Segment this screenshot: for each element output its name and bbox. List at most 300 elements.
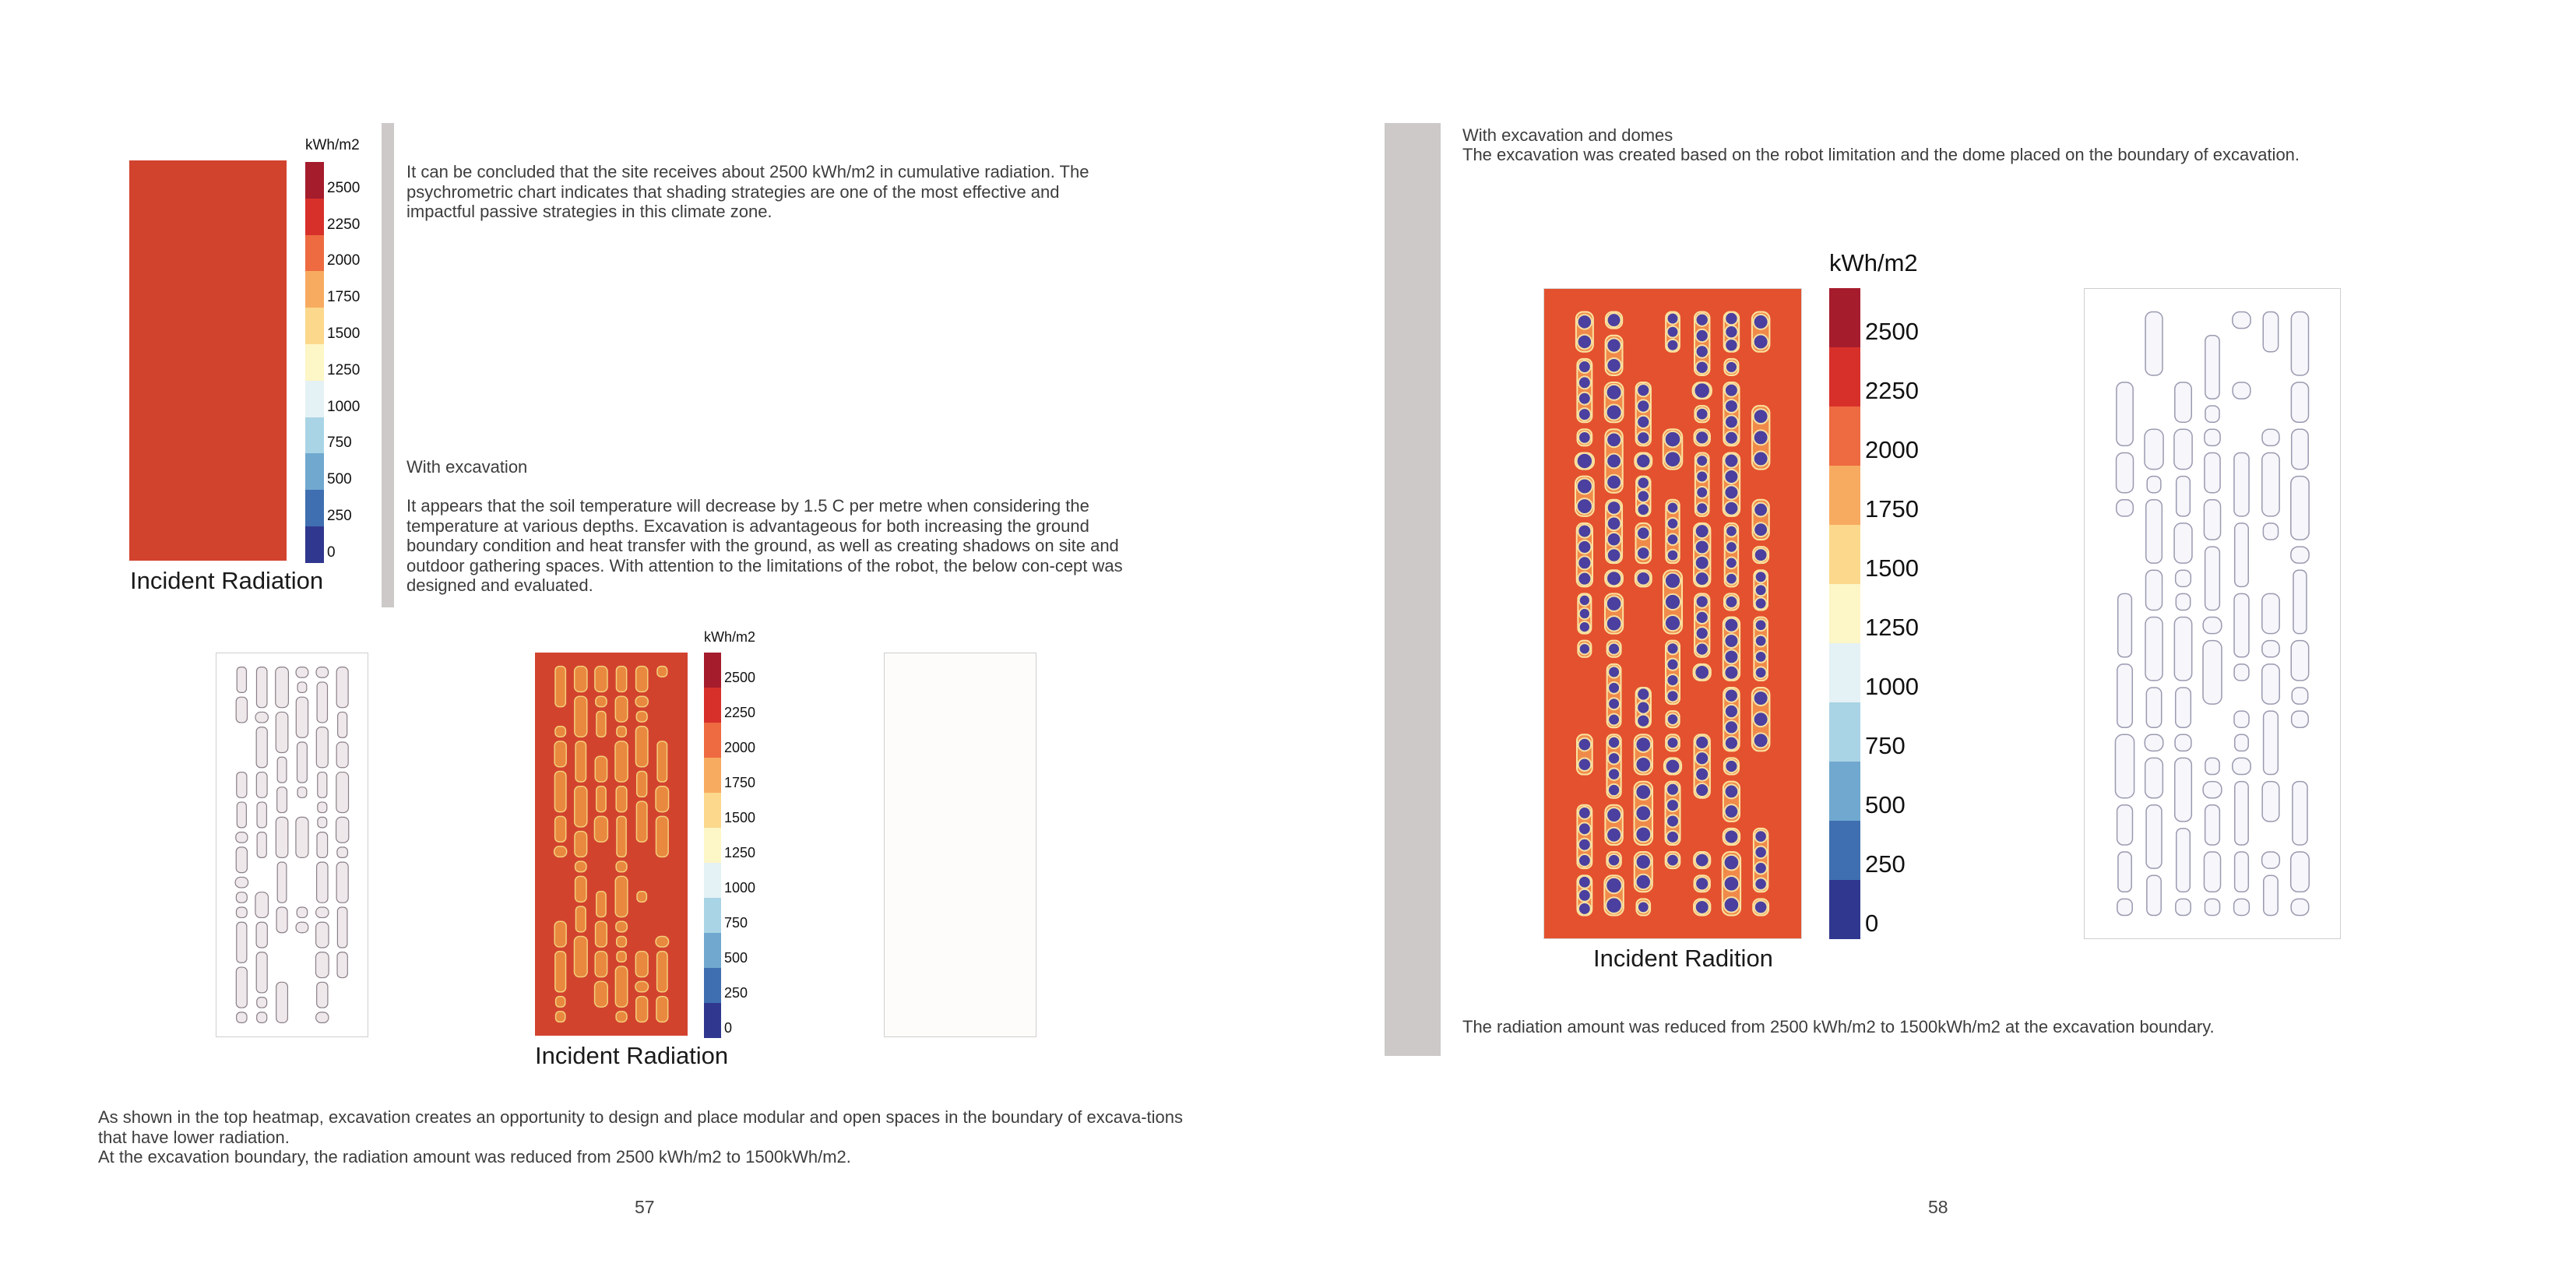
dome-marker	[1755, 584, 1767, 596]
dome-marker	[1578, 408, 1591, 421]
dome-marker	[1578, 525, 1591, 538]
excavation-zone	[656, 816, 669, 857]
dome-marker	[1667, 737, 1679, 748]
excavation-outline	[296, 922, 308, 932]
dome-marker	[1578, 854, 1591, 867]
excavation-outline	[2176, 593, 2190, 610]
top-heatmap	[129, 160, 287, 561]
excavation-outline	[236, 832, 248, 843]
excavation-zone	[595, 981, 608, 1007]
dome-marker	[1694, 665, 1709, 680]
legend-label: 1500	[1865, 554, 1919, 582]
dome-marker	[1606, 878, 1622, 894]
excavation-outline	[297, 682, 307, 692]
excavation-outline	[276, 907, 287, 933]
dome-marker	[1725, 431, 1738, 445]
dome-marker	[1695, 540, 1709, 554]
legend-label: 2250	[724, 705, 756, 720]
excavation-zone	[615, 741, 628, 782]
dome-marker	[1666, 659, 1678, 670]
dome-marker	[1695, 900, 1709, 914]
bottom-color-legend	[704, 629, 782, 1042]
dome-marker	[1578, 556, 1591, 569]
legend-label: 2000	[724, 740, 756, 755]
excavation-zone	[615, 966, 627, 1007]
dome-marker	[1665, 615, 1680, 631]
legend-label: 1000	[724, 880, 756, 896]
excavation-outline	[257, 832, 266, 858]
dome-marker	[1636, 454, 1650, 468]
dome-marker	[1578, 392, 1591, 405]
dome-marker	[1725, 720, 1738, 734]
excavation-outline	[2117, 664, 2132, 727]
right-grey-bar	[1385, 123, 1441, 1056]
excavation-outline	[2205, 547, 2220, 610]
legend-label: 1000	[327, 398, 361, 415]
excavation-outline	[2147, 477, 2161, 493]
dome-marker	[1724, 876, 1740, 892]
legend-label: 1750	[724, 775, 756, 790]
excavation-outline	[2145, 758, 2163, 797]
dome-marker	[1606, 571, 1621, 586]
dome-marker	[1724, 897, 1740, 913]
dome-marker	[1607, 548, 1621, 562]
legend-swatch	[1829, 880, 1860, 939]
excavation-outline	[2118, 593, 2132, 656]
excavation-outline	[316, 922, 329, 948]
excavation-outline	[236, 847, 247, 873]
excavation-outline	[2176, 688, 2191, 727]
excavation-outline	[2205, 452, 2220, 492]
dome-marker	[1725, 804, 1739, 818]
intro-paragraph: It can be concluded that the site receives about 2500 kWh/m2 in cumulative radiation. The psychrometric chart indicates that shading strategies are one of the most effective and impactful passive strategies in this climate zone.	[406, 162, 1089, 221]
dome-marker	[1696, 345, 1709, 357]
dome-marker	[1578, 889, 1591, 902]
legend-label: 750	[327, 435, 352, 452]
excavation-outline	[277, 757, 287, 783]
excavation-outline	[2292, 429, 2308, 469]
dome-marker	[1665, 431, 1681, 448]
dome-marker	[1725, 399, 1738, 413]
dome-marker	[1695, 524, 1709, 538]
excavation-zone	[555, 667, 565, 707]
excavation-outline	[2204, 852, 2220, 892]
excavation-zone	[596, 711, 606, 737]
excavation-outline	[2145, 429, 2163, 469]
legend-swatch	[305, 271, 324, 308]
excavation-zone	[555, 727, 565, 737]
dome-marker	[1606, 808, 1621, 822]
legend-label: 250	[1865, 850, 1906, 878]
page-number-left: 57	[635, 1197, 655, 1217]
excavation-outline	[257, 802, 266, 828]
dome-marker	[1578, 903, 1591, 915]
excavation-zone	[615, 876, 628, 917]
dome-marker	[1696, 502, 1708, 514]
dome-marker	[1696, 643, 1709, 656]
dome-marker	[1724, 666, 1738, 680]
excavation-outline	[2262, 641, 2279, 657]
excavation-plan-drawing	[216, 653, 368, 1037]
dome-marker	[1754, 901, 1768, 914]
excavation-outline	[2262, 852, 2280, 868]
excavation-outline	[2291, 477, 2309, 540]
dome-marker	[1695, 556, 1709, 570]
dome-marker	[1695, 877, 1709, 890]
excavation-zone	[555, 816, 566, 842]
legend-swatch	[305, 526, 324, 563]
excavation-outline	[2205, 406, 2219, 422]
legend-swatch	[704, 828, 721, 863]
dome-marker	[1637, 384, 1649, 396]
excavation-outline	[236, 892, 247, 903]
excavation-zone	[555, 952, 566, 992]
dome-marker	[1755, 571, 1767, 582]
dome-marker	[1754, 335, 1768, 350]
excavation-zone	[575, 741, 586, 782]
excavation-paragraph: It appears that the soil temperature will decrease by 1.5 C per metre when considering the temperature at various depths. Excavation is advantageous for both increasing the ground boundary condition and heat transfer with the ground, as well as creating shadows on site and outdoor gathering spaces. With attention to the limitations of the robot, the below con-cept was designed and evaluated.	[406, 496, 1123, 595]
bottom-paragraph-1: As shown in the top heatmap, excavation creates an opportunity to design and place modular and open spaces in the boundary of excava-tions that have lower radiation.	[98, 1107, 1184, 1147]
dome-marker	[1608, 737, 1620, 748]
legend-swatch	[704, 793, 721, 828]
excavation-zone	[636, 997, 648, 1022]
excavation-zone	[594, 816, 607, 842]
dome-marker	[1666, 783, 1679, 796]
excavation-zone	[637, 892, 646, 902]
legend-label: 2000	[327, 252, 361, 269]
excavation-outline	[256, 727, 267, 768]
excavation-zone	[636, 801, 647, 842]
legend-swatch	[704, 933, 721, 968]
legend-swatch	[305, 235, 324, 272]
dome-marker	[1696, 361, 1709, 374]
excavation-outline	[235, 877, 248, 887]
dome-marker	[1608, 784, 1620, 796]
dome-marker	[1606, 454, 1621, 469]
dome-marker	[1724, 855, 1740, 871]
dome-marker	[1696, 329, 1709, 342]
excavation-outline	[276, 817, 287, 857]
excavation-outline	[2176, 570, 2191, 586]
legend-swatch	[305, 381, 324, 417]
dome-marker	[1608, 698, 1620, 709]
excavation-outline	[2177, 829, 2191, 892]
dome-marker	[1696, 471, 1708, 483]
excavation-outline	[2203, 618, 2222, 634]
blank-plan-frame	[884, 653, 1036, 1037]
dome-marker	[1608, 752, 1620, 764]
dome-marker	[1636, 854, 1651, 869]
dome-marker	[1578, 315, 1592, 329]
excavation-outline	[2262, 664, 2279, 704]
excavation-outline	[2234, 593, 2249, 656]
dome-marker	[1579, 595, 1590, 606]
excavation-outline	[338, 712, 347, 737]
excavation-zone	[596, 921, 607, 947]
dome-marker	[1695, 783, 1709, 797]
dome-marker	[1666, 690, 1678, 702]
legend-swatch	[305, 490, 324, 526]
legend-label: 0	[1865, 910, 1879, 937]
dome-marker	[1724, 649, 1738, 663]
excavation-outline	[336, 667, 348, 708]
large-color-legend	[1829, 249, 1923, 950]
excavation-outline	[318, 772, 327, 798]
dome-marker	[1726, 557, 1737, 568]
excavation-zone	[596, 892, 606, 917]
excavation-outline	[236, 967, 247, 1008]
legend-swatch	[305, 453, 324, 490]
dome-marker	[1725, 785, 1739, 799]
excavation-outline	[2234, 664, 2249, 681]
dome-marker	[1578, 572, 1591, 586]
excavation-outline	[2205, 429, 2220, 445]
dome-marker	[1636, 875, 1651, 889]
dome-marker	[1725, 384, 1738, 397]
page-number-right: 58	[1928, 1197, 1948, 1217]
dome-marker	[1607, 533, 1621, 547]
dome-marker	[1755, 667, 1767, 678]
dome-marker	[1579, 621, 1590, 632]
dome-marker	[1666, 674, 1678, 686]
dome-marker	[1578, 335, 1592, 349]
excavation-outline	[2291, 547, 2309, 563]
dome-marker	[1696, 627, 1709, 639]
excavation-outline	[2118, 852, 2131, 892]
dome-marker	[1667, 326, 1679, 338]
excavation-outline	[2292, 711, 2309, 727]
legend-swatch	[305, 162, 324, 199]
bottom-paragraph-2: At the excavation boundary, the radiation amount was reduced from 2500 kWh/m2 to 1500kWh/m2.	[98, 1147, 851, 1167]
dome-marker	[1755, 597, 1767, 609]
excavation-outline	[2175, 382, 2191, 422]
excavation-outline	[336, 772, 349, 813]
excavation-outline	[316, 667, 329, 677]
excavation-zone	[556, 997, 565, 1007]
dome-marker	[1579, 608, 1590, 619]
excavation-zone	[616, 921, 627, 931]
excavation-outline	[2204, 500, 2220, 540]
legend-swatch	[704, 723, 721, 758]
excavation-outline	[2234, 899, 2250, 915]
dome-marker	[1637, 688, 1649, 700]
excavation-outline	[2263, 523, 2278, 540]
excavation-outline	[276, 667, 289, 708]
legend-swatch	[305, 417, 324, 454]
excavation-zone	[635, 981, 649, 991]
right-heading: With excavation and domes	[1462, 125, 1673, 145]
excavation-outline	[336, 742, 348, 768]
excavation-outline	[2175, 758, 2192, 821]
dome-marker	[1606, 616, 1621, 631]
legend-label: 750	[1865, 732, 1906, 759]
excavation-outline	[2117, 500, 2134, 516]
dome-marker	[1607, 516, 1621, 530]
excavation-zone	[635, 727, 647, 767]
excavation-outline	[2233, 382, 2250, 399]
dome-marker	[1578, 376, 1591, 389]
legend-label: 2500	[1865, 318, 1919, 345]
dome-marker	[1725, 689, 1738, 702]
excavation-outline	[337, 952, 347, 978]
excavation-outline	[2262, 782, 2279, 822]
excavation-outline	[2117, 382, 2133, 445]
legend-swatch	[704, 968, 721, 1003]
excavation-outline	[237, 667, 246, 693]
legend-unit: kWh/m2	[1829, 249, 1918, 276]
excavation-outline	[2146, 688, 2161, 727]
dome-marker	[1726, 573, 1737, 585]
dome-marker	[1694, 382, 1709, 398]
excavation-outline	[2293, 570, 2307, 633]
dome-marker	[1754, 846, 1767, 859]
excavation-outline	[2262, 452, 2279, 516]
legend-swatch	[1829, 584, 1860, 643]
excavation-outline	[2291, 382, 2308, 422]
dome-marker	[1754, 409, 1768, 424]
right-bottom-paragraph: The radiation amount was reduced from 2500 kWh/m2 to 1500kWh/m2 at the excavation boundary.	[1462, 1017, 2215, 1036]
dome-marker	[1726, 361, 1737, 373]
dome-marker	[1725, 339, 1737, 351]
legend-label: 1000	[1865, 673, 1919, 700]
excavation-outline	[2262, 429, 2279, 445]
dome-marker	[1666, 854, 1679, 867]
legend-label: 2500	[724, 670, 756, 685]
legend-swatch	[1829, 821, 1860, 880]
dome-marker	[1665, 451, 1681, 467]
dome-marker	[1578, 807, 1591, 819]
dome-marker	[1637, 702, 1649, 714]
dome-marker	[1725, 415, 1738, 428]
excavation-outline	[255, 892, 269, 918]
excavation-zone	[656, 937, 669, 947]
excavation-outline	[297, 742, 308, 783]
dome-marker	[1724, 501, 1738, 516]
excavation-zone	[554, 741, 566, 767]
dome-marker	[1754, 548, 1768, 561]
legend-label: 2000	[1865, 436, 1919, 463]
excavation-outline	[2205, 336, 2219, 399]
excavation-zone	[615, 696, 628, 722]
excavation-zone	[575, 832, 587, 857]
excavation-zone	[575, 876, 586, 902]
excavation-outline	[2145, 618, 2163, 681]
excavation-zone	[617, 937, 627, 947]
excavation-outline	[2175, 734, 2191, 751]
excavation-zone	[575, 696, 587, 737]
dome-marker	[1666, 799, 1679, 811]
excavation-zone	[636, 711, 647, 721]
excavation-outline	[2235, 852, 2249, 892]
dome-marker	[1667, 518, 1679, 530]
top-figure-caption: Incident Radiation	[130, 567, 324, 594]
dome-marker	[1577, 478, 1592, 494]
excavation-outline	[2291, 852, 2310, 892]
right-subheading: The excavation was created based on the robot limitation and the dome placed on the boundary of excavation.	[1462, 145, 2300, 164]
excavation-zone	[657, 741, 667, 782]
dome-marker	[1608, 714, 1620, 726]
dome-marker	[1754, 878, 1767, 890]
excavation-outline	[2235, 523, 2249, 586]
dome-marker	[1578, 876, 1591, 889]
excavation-outline	[2291, 899, 2309, 915]
dome-marker	[1696, 595, 1709, 607]
excavation-outline	[2174, 429, 2192, 469]
excavation-zone	[595, 756, 607, 782]
dome-marker	[1606, 358, 1621, 372]
legend-label: 2250	[327, 216, 361, 233]
excavation-outline	[2115, 734, 2134, 797]
dome-marker	[1579, 643, 1590, 654]
top-color-legend	[305, 137, 383, 573]
dome-marker	[1606, 338, 1621, 352]
excavation-outline	[237, 922, 247, 962]
dome-marker	[1754, 523, 1768, 537]
excavation-outline	[316, 1012, 329, 1022]
excavation-outline	[296, 817, 308, 857]
dome-marker	[1636, 757, 1652, 772]
excavation-outline	[2262, 593, 2279, 633]
legend-swatch	[1829, 702, 1860, 762]
excavation-outline	[2263, 312, 2278, 352]
dome-marker	[1667, 533, 1679, 545]
dome-marker	[1667, 713, 1679, 725]
legend-swatch	[1829, 762, 1860, 821]
excavation-outline	[318, 817, 327, 827]
dome-marker	[1695, 768, 1709, 781]
excavation-outline	[2174, 523, 2192, 563]
excavation-outline	[2145, 734, 2163, 751]
excavation-outline	[2177, 477, 2191, 516]
legend-unit: kWh/m2	[704, 629, 756, 645]
dome-marker	[1608, 769, 1620, 780]
excavation-outline	[315, 952, 329, 978]
excavation-zone	[616, 861, 627, 871]
dome-marker	[1726, 526, 1737, 537]
excavation-outline	[2205, 758, 2219, 774]
excavation-zone	[595, 952, 607, 977]
legend-swatch	[704, 758, 721, 793]
dome-marker	[1608, 854, 1620, 866]
legend-swatch	[1829, 406, 1860, 466]
legend-label: 0	[327, 544, 336, 561]
dome-marker	[1667, 340, 1679, 351]
excavation-outline	[256, 952, 267, 993]
excavation-zone	[595, 667, 607, 692]
excavation-outline	[337, 907, 347, 948]
dome-marker	[1578, 738, 1592, 751]
excavation-zone	[574, 937, 587, 977]
dome-marker	[1577, 498, 1592, 514]
dome-marker	[1724, 634, 1738, 648]
excavation-zone	[617, 816, 626, 857]
legend-label: 1750	[1865, 495, 1919, 523]
excavation-zone	[657, 667, 667, 677]
excavation-outline	[2233, 312, 2250, 329]
excavation-outline	[2293, 782, 2307, 845]
excavation-outline	[2145, 312, 2163, 375]
legend-label: 500	[327, 471, 352, 488]
dome-marker	[1755, 635, 1767, 647]
excavation-outline	[2146, 500, 2163, 563]
legend-swatch	[704, 1003, 721, 1038]
legend-swatch	[305, 344, 324, 381]
excavation-zone	[616, 787, 627, 812]
excavation-outline	[276, 982, 288, 1022]
excavation-outline	[256, 922, 267, 948]
dome-marker	[1724, 470, 1738, 484]
excavation-outline	[277, 862, 287, 903]
